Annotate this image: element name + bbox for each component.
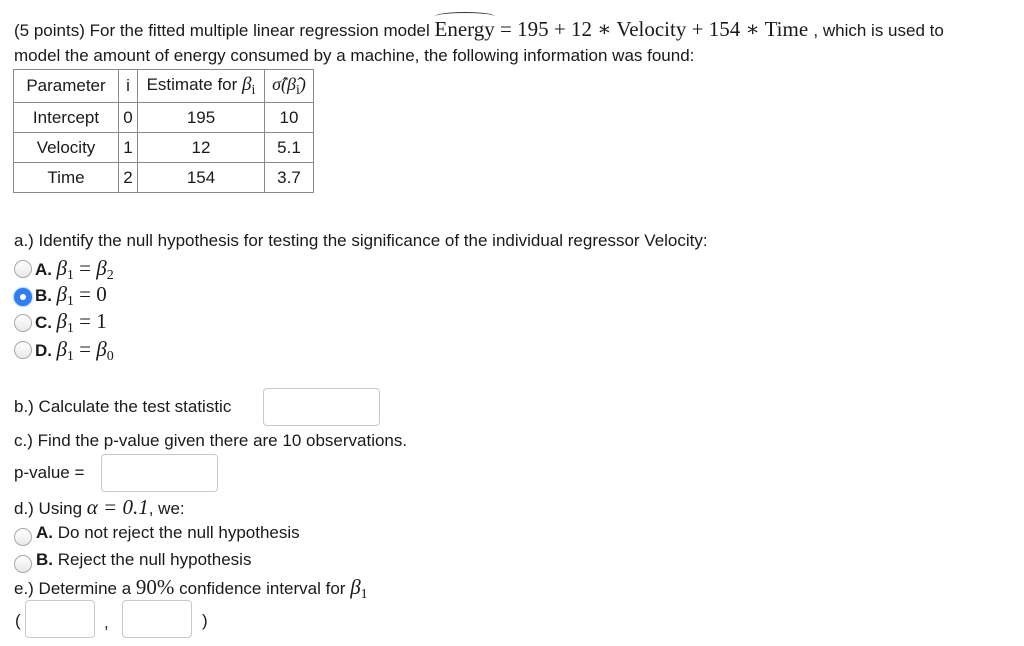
- interval-close-paren: ): [202, 611, 208, 630]
- cell-param: Intercept: [14, 103, 119, 133]
- option-d-b-radio[interactable]: [14, 555, 32, 573]
- hat-arc: [435, 12, 495, 21]
- header-parameter: Parameter: [14, 70, 119, 103]
- option-d-a-radio[interactable]: [14, 528, 32, 546]
- table-row: [14, 103, 314, 133]
- cell-se: 10: [265, 103, 314, 133]
- option-c[interactable]: C. $\beta_1 = 1$: [35, 309, 107, 336]
- header-i: i: [119, 70, 138, 103]
- header-estimate: Estimate for $\beta_i$: [138, 70, 265, 103]
- model-equation: [435, 17, 814, 41]
- interval-open-paren: (: [15, 611, 21, 630]
- p-value-label: p-value =: [14, 463, 85, 482]
- cell-i: 1: [119, 133, 138, 163]
- model-rhs: = 195 + 12 ∗ Velocity + 154 ∗ Time: [500, 17, 809, 41]
- table-row: [14, 163, 314, 193]
- question-intro: [14, 18, 944, 42]
- intro-text: For the fitted multiple linear regression model: [89, 21, 430, 40]
- table-header-row: [14, 70, 314, 103]
- option-do-not-reject[interactable]: A. Do not reject the null hypothesis: [36, 523, 300, 542]
- option-c-radio[interactable]: [14, 314, 32, 332]
- interval-comma: ,: [104, 613, 109, 632]
- model-response: Energy: [434, 17, 495, 41]
- cell-param: Time: [14, 163, 119, 193]
- ci-upper-input[interactable]: [122, 600, 192, 638]
- option-b[interactable]: B. $\beta_1 = 0$: [35, 282, 107, 309]
- option-d[interactable]: D. $\beta_1 = \beta_0$: [35, 337, 114, 364]
- parameter-table: [13, 69, 314, 193]
- cell-param: Velocity: [14, 133, 119, 163]
- part-d-question: d.) Using α = 0.1, we:: [14, 495, 185, 519]
- table-row: [14, 133, 314, 163]
- intro-line-2: model the amount of energy consumed by a machine, the following information was found:: [14, 46, 695, 65]
- p-value-input[interactable]: [101, 454, 218, 492]
- option-reject[interactable]: B. Reject the null hypothesis: [36, 550, 252, 569]
- ci-lower-input[interactable]: [25, 600, 95, 638]
- cell-se: 3.7: [265, 163, 314, 193]
- alpha-value: α = 0.1: [86, 495, 149, 519]
- test-statistic-input[interactable]: [263, 388, 380, 426]
- cell-estimate: 154: [138, 163, 265, 193]
- option-d-radio[interactable]: [14, 341, 32, 359]
- intro-text-2: , which is used to: [813, 21, 944, 40]
- points-label: (5 points): [14, 21, 85, 40]
- option-a[interactable]: A. $\beta_1 = \beta_2$: [35, 256, 114, 283]
- cell-estimate: 195: [138, 103, 265, 133]
- cell-i: 2: [119, 163, 138, 193]
- part-e-question: e.) Determine a 90% confidence interval for $\beta_1$: [14, 575, 368, 602]
- option-a-radio[interactable]: [14, 260, 32, 278]
- header-std-error: $\sigmâ(\betâ_i)$: [265, 70, 314, 103]
- cell-se: 5.1: [265, 133, 314, 163]
- cell-estimate: 12: [138, 133, 265, 163]
- part-c-question: c.) Find the p-value given there are 10 observations.: [14, 431, 408, 450]
- cell-i: 0: [119, 103, 138, 133]
- option-b-radio[interactable]: [14, 288, 32, 306]
- part-b-question: b.) Calculate the test statistic: [14, 397, 232, 416]
- part-a-question: a.) Identify the null hypothesis for testing the significance of the individual regressor Velocity:: [14, 231, 708, 250]
